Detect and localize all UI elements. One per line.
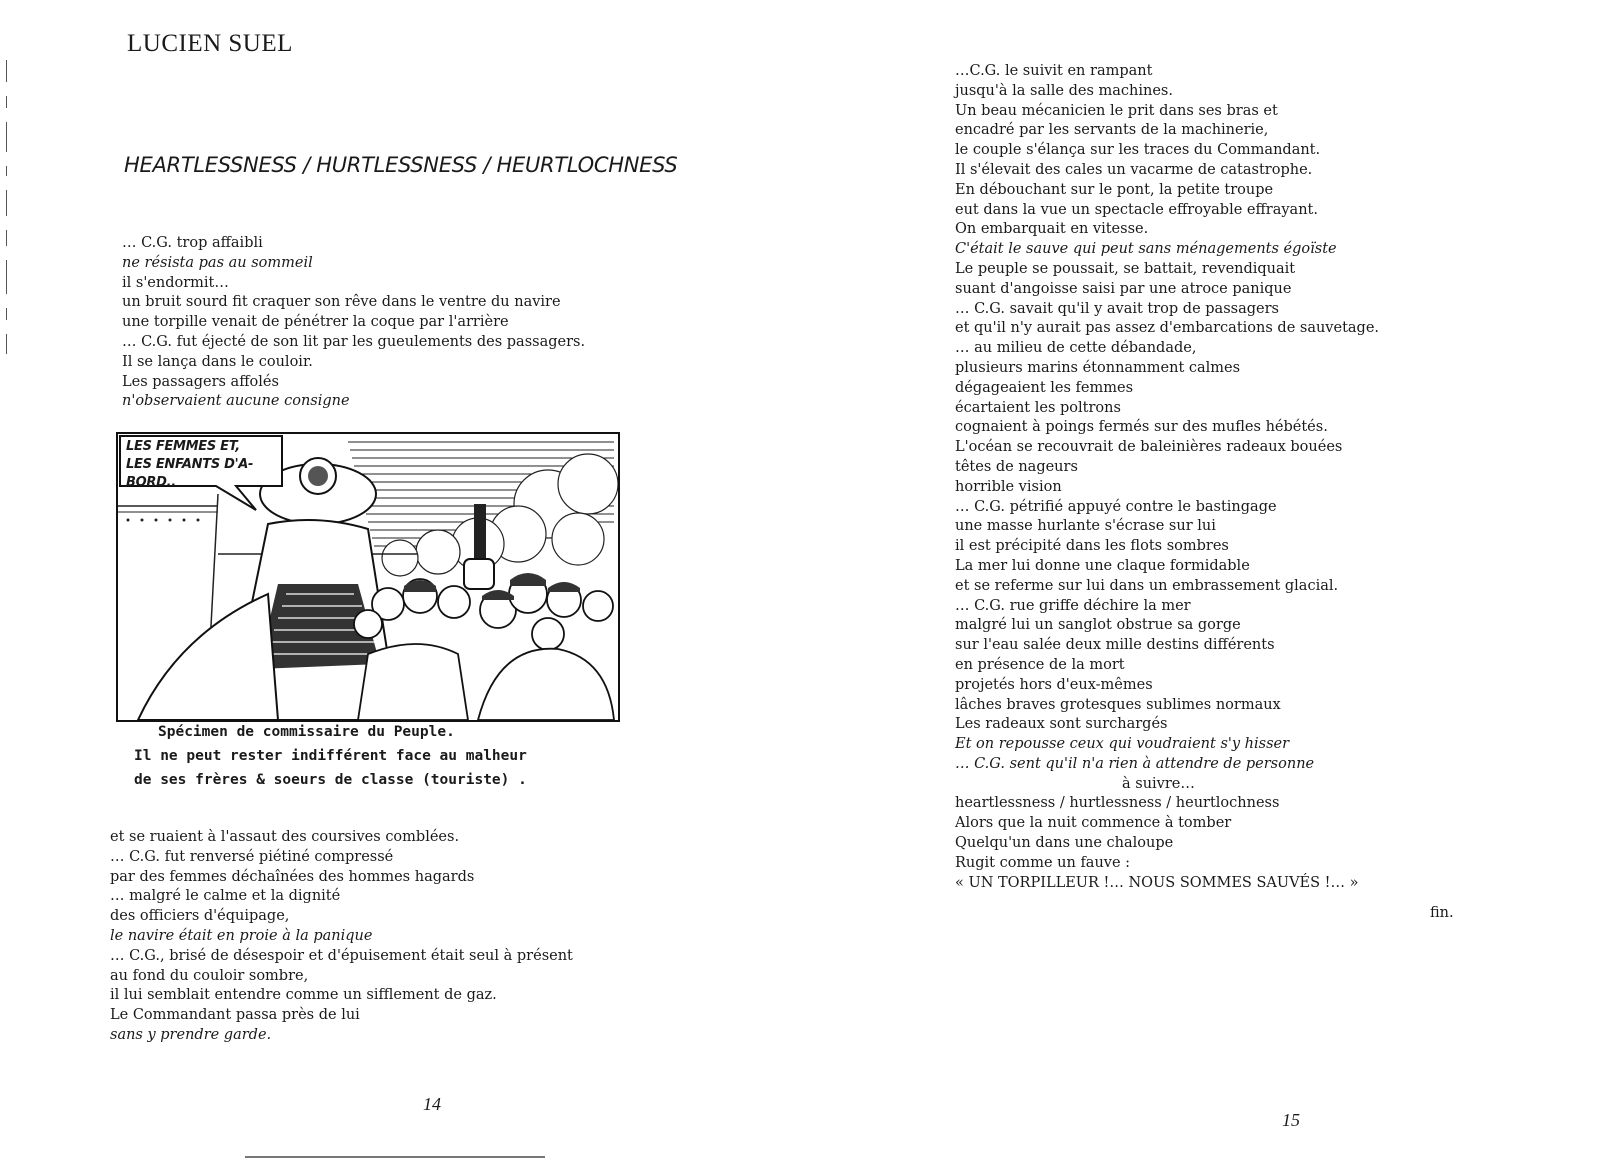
poem-line: projetés hors d'eux-mêmes [955, 676, 1153, 693]
poem-line: Il se lança dans le couloir. [122, 353, 313, 370]
binding-marks [6, 60, 10, 480]
poem-line: « UN TORPILLEUR !… NOUS SOMMES SAUVÉS !… » [955, 874, 1359, 891]
page-number: 14 [423, 1094, 441, 1114]
scan-artifact-line [245, 1156, 545, 1158]
poem-line: au fond du couloir sombre, [110, 967, 309, 984]
poem-line: encadré par les servants de la machinerie, [955, 122, 1269, 139]
poem-line: … C.G. savait qu'il y avait trop de passagers [955, 300, 1279, 317]
poem-line: Rugit comme un fauve : [955, 854, 1131, 871]
poem-top-stanza [122, 234, 585, 412]
poem-line: Les radeaux sont surchargés [955, 716, 1168, 733]
poem-line: … C.G. fut renversé piétiné compressé [110, 848, 394, 865]
poem-line: Alors que la nuit commence à tomber [955, 815, 1232, 832]
poem-line: un bruit sourd fit craquer son rêve dans le ventre du navire [122, 294, 561, 311]
poem-line: … C.G. sent qu'il n'a rien à attendre de personne [955, 755, 1315, 772]
poem-line: heartlessness / hurtlessness / heurtlochness [955, 795, 1280, 812]
poem-line: sur l'eau salée deux mille destins différents [955, 637, 1275, 654]
poem-line: eut dans la vue un spectacle effroyable effrayant. [955, 201, 1318, 218]
poem-line: … C.G., brisé de désespoir et d'épuisement était seul à présent [110, 947, 573, 964]
poem-line: il lui semblait entendre comme un sifflement de gaz. [110, 987, 497, 1004]
poem-line: On embarquait en vitesse. [955, 221, 1149, 238]
poem-line: Et on repousse ceux qui voudraient s'y hisser [955, 736, 1290, 753]
poem-line: Il s'élevait des cales un vacarme de catastrophe. [955, 161, 1313, 178]
poem-line: jusqu'à la salle des machines. [955, 82, 1173, 99]
poem-line: têtes de nageurs [955, 458, 1078, 475]
poem-line: lâches braves grotesques sublimes normaux [955, 696, 1281, 713]
poem-line: n'observaient aucune consigne [122, 393, 350, 410]
poem-line: et qu'il n'y aurait pas assez d'embarcations de sauvetage. [955, 320, 1380, 337]
poem-line: … C.G. fut éjecté de son lit par les gueulements des passagers. [122, 333, 586, 350]
poem-line: dégageaient les femmes [955, 379, 1134, 396]
poem-line: Quelqu'un dans une chaloupe [955, 835, 1174, 852]
poem-line: … malgré le calme et la dignité [110, 888, 341, 905]
poem-line: … C.G. rue griffe déchire la mer [955, 597, 1191, 614]
poem-line: par des femmes déchaînées des hommes hagards [110, 868, 475, 885]
poem-line: horrible vision [955, 478, 1062, 495]
speech-bubble-line: LES FEMMES ET, [126, 439, 240, 454]
speech-bubble-line: LES ENFANTS D'A- [126, 457, 254, 472]
poem-title: HEARTLESSNESS / HURTLESSNESS / HEURTLOCHNESS [124, 153, 678, 177]
right-page [800, 0, 1600, 1162]
poem-line: ne résista pas au sommeil [122, 254, 313, 271]
poem-line: et se ruaient à l'assaut des coursives comblées. [110, 829, 460, 845]
poem-line: et se referme sur lui dans un embrassement glacial. [955, 577, 1339, 594]
poem-bottom-stanza [110, 828, 573, 1046]
poem-line: des officiers d'équipage, [110, 908, 290, 925]
poem-continuation [955, 62, 1379, 893]
poem-line: Les passagers affolés [122, 373, 279, 390]
poem-line: en présence de la mort [955, 656, 1125, 673]
poem-line: le navire était en proie à la panique [110, 927, 373, 944]
end-mark: fin. [1430, 905, 1454, 921]
poem-line: … au milieu de cette débandade, [955, 340, 1197, 357]
poem-line: En débouchant sur le pont, la petite troupe [955, 181, 1274, 198]
poem-line: il s'endormit… [122, 274, 229, 291]
poem-line: … C.G. pétrifié appuyé contre le bastingage [955, 498, 1277, 515]
poem-line: une masse hurlante s'écrase sur lui [955, 518, 1216, 535]
poem-line: plusieurs marins étonnamment calmes [955, 359, 1241, 376]
poem-line: cognaient à poings fermés sur des mufles hébétés. [955, 419, 1328, 436]
poem-line: suant d'angoisse saisi par une atroce panique [955, 280, 1292, 297]
poem-line: malgré lui un sanglot obstrue sa gorge [955, 617, 1241, 634]
poem-line: …C.G. le suivit en rampant [955, 63, 1153, 79]
poem-line: … C.G. trop affaibli [122, 235, 263, 251]
poem-line: le couple s'élança sur les traces du Commandant. [955, 142, 1321, 159]
caption-line: Il ne peut rester indifférent face au malheur [134, 748, 527, 764]
page-number: 15 [1282, 1110, 1300, 1130]
speech-bubble-line: BORD.. [126, 475, 176, 490]
poem-line: Un beau mécanicien le prit dans ses bras et [955, 102, 1278, 119]
poem-line: écartaient les poltrons [955, 399, 1121, 416]
comic-caption [134, 720, 527, 792]
poem-line: C'était le sauve qui peut sans ménagements égoïste [955, 241, 1337, 258]
comic-panel [116, 432, 620, 722]
poem-line: L'océan se recouvrait de baleinières radeaux bouées [955, 439, 1343, 456]
caption-line: Spécimen de commissaire du Peuple. [158, 724, 455, 740]
poem-line: sans y prendre garde. [110, 1026, 272, 1043]
author-name: LUCIEN SUEL [127, 30, 293, 57]
poem-line: il est précipité dans les flots sombres [955, 538, 1229, 555]
poem-line: Le peuple se poussait, se battait, revendiquait [955, 260, 1296, 277]
caption-line: de ses frères & soeurs de classe (touriste) . [134, 772, 527, 788]
poem-line: à suivre… [1122, 775, 1195, 792]
poem-line: La mer lui donne une claque formidable [955, 557, 1250, 574]
poem-line: une torpille venait de pénétrer la coque par l'arrière [122, 314, 509, 331]
speech-bubble [126, 438, 276, 492]
poem-line: Le Commandant passa près de lui [110, 1007, 360, 1024]
